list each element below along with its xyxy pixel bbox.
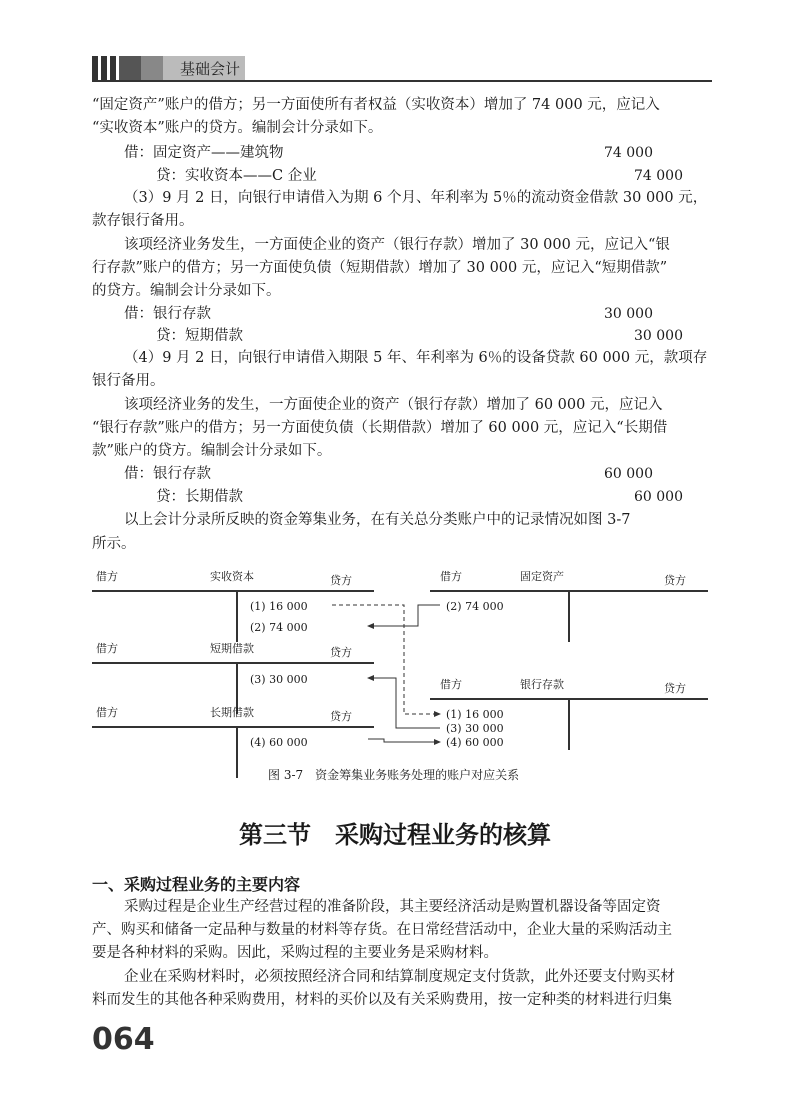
body-line: 企业在采购材料时，必须按照经济合同和结算制度规定支付货款，此外还要支付购买材 (124, 969, 675, 985)
debit-entry: (3) 30 000 (446, 722, 504, 735)
journal-amount: 74 000 (604, 145, 653, 161)
journal-debit: 借：银行存款 (124, 306, 211, 322)
debit-label: 借方 (440, 570, 462, 583)
body-line: 采购过程是企业生产经营过程的准备阶段，其主要经济活动是购置机器设备等固定资 (124, 899, 661, 915)
journal-credit: 贷：短期借款 (156, 328, 243, 344)
arrow-entry-4 (368, 739, 440, 742)
body-line: “实收资本”账户的贷方。编制会计分录如下。 (92, 120, 383, 136)
debit-label: 借方 (96, 570, 118, 583)
journal-credit: 贷：实收资本——C 企业 (156, 168, 317, 184)
journal-debit: 借：银行存款 (124, 466, 211, 482)
debit-entry: (1) 16 000 (446, 708, 504, 721)
body-line: （3）9 月 2 日，向银行申请借入为期 6 个月、年利率为 5％的流动资金借款 30 000 元， (124, 190, 708, 206)
body-line: 要是各种材料的采购。因此，采购过程的主要业务是采购材料。 (92, 945, 498, 961)
figure-caption: 图 3-7 资金筹集业务账务处理的账户对应关系 (268, 768, 520, 782)
body-line: “银行存款”账户的借方；另一方面使负债（长期借款）增加了 60 000 元，应记入“长期借 (92, 420, 668, 436)
body-line: 料而发生的其他各种采购费用，材料的买价以及有关采购费用，按一定种类的材料进行归集 (92, 992, 672, 1008)
journal-amount: 74 000 (634, 168, 683, 184)
page-number: 064 (92, 1022, 155, 1057)
subsection-title: 一、采购过程业务的主要内容 (92, 875, 301, 894)
credit-label: 贷方 (664, 682, 686, 695)
body-line: 款”账户的贷方。编制会计分录如下。 (92, 443, 332, 459)
body-line: 款存银行备用。 (92, 213, 194, 229)
debit-label: 借方 (96, 642, 118, 655)
journal-debit: 借：固定资产——建筑物 (124, 145, 284, 161)
credit-label: 贷方 (330, 574, 352, 587)
body-line: 行存款”账户的借方；另一方面使负债（短期借款）增加了 30 000 元，应记入“短期借款” (92, 260, 668, 276)
debit-entry: (4) 60 000 (446, 736, 504, 749)
debit-label: 借方 (440, 678, 462, 691)
account-name: 长期借款 (210, 706, 254, 719)
account-name: 固定资产 (520, 570, 564, 583)
account-name: 短期借款 (210, 642, 254, 655)
body-line: 所示。 (92, 536, 136, 552)
body-line: “固定资产”账户的借方；另一方面使所有者权益（实收资本）增加了 74 000 元，应记入 (92, 97, 660, 113)
debit-entry: (2) 74 000 (446, 600, 504, 613)
journal-amount: 30 000 (634, 328, 683, 344)
arrow-entry-2 (368, 605, 440, 626)
credit-entry: (3) 30 000 (250, 673, 308, 686)
journal-amount: 30 000 (604, 306, 653, 322)
debit-label: 借方 (96, 706, 118, 719)
journal-amount: 60 000 (634, 489, 683, 505)
account-name: 银行存款 (520, 678, 564, 691)
credit-label: 贷方 (664, 574, 686, 587)
credit-entry: (1) 16 000 (250, 600, 308, 613)
running-header-title: 基础会计 (180, 60, 241, 78)
body-line: （4）9 月 2 日，向银行申请借入期限 5 年、年利率为 6％的设备贷款 60 000 元，款项存 (124, 350, 708, 366)
credit-entry: (2) 74 000 (250, 621, 308, 634)
body-line: 的贷方。编制会计分录如下。 (92, 283, 281, 299)
body-line: 产、购买和储备一定品种与数量的材料等存货。在日常经营活动中，企业大量的采购活动主 (92, 922, 672, 938)
body-line: 该项经济业务的发生，一方面使企业的资产（银行存款）增加了 60 000 元，应记入 (124, 397, 663, 413)
journal-credit: 贷：长期借款 (156, 489, 243, 505)
body-line: 该项经济业务发生，一方面使企业的资产（银行存款）增加了 30 000 元，应记入“银 (124, 237, 670, 253)
arrow-entry-1 (332, 605, 440, 714)
credit-label: 贷方 (330, 646, 352, 659)
account-name: 实收资本 (210, 570, 254, 583)
credit-label: 贷方 (330, 710, 352, 723)
credit-entry: (4) 60 000 (250, 736, 308, 749)
body-line: 银行备用。 (92, 373, 165, 389)
section-title: 第三节 采购过程业务的核算 (239, 821, 551, 849)
journal-amount: 60 000 (604, 466, 653, 482)
body-line: 以上会计分录所反映的资金筹集业务，在有关总分类账户中的记录情况如图 3-7 (124, 512, 631, 528)
